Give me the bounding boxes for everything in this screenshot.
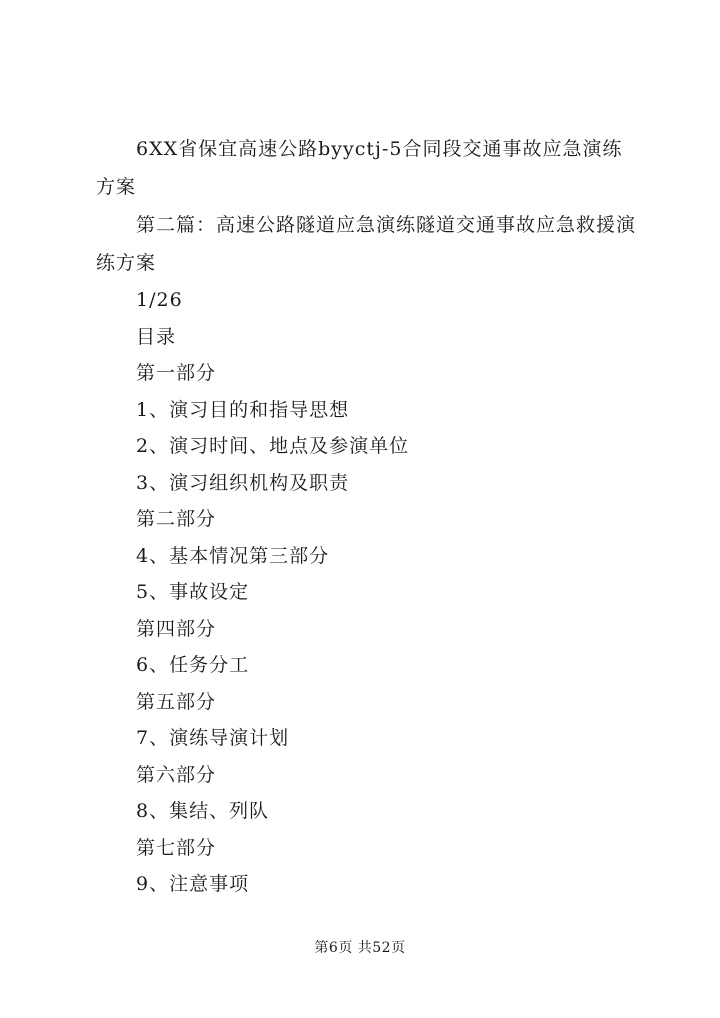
toc-item-3: 3、演习组织机构及职责 (136, 471, 350, 494)
toc-item-6: 6、任务分工 (136, 654, 250, 676)
toc-part-5: 第五部分 (136, 690, 217, 713)
toc-heading: 目录 (136, 325, 177, 348)
toc-item-5: 5、事故设定 (136, 581, 250, 603)
toc-item-8: 8、集结、列队 (136, 800, 270, 822)
paragraph-title-1: 6XX省保宜高速公路byyctj-5合同段交通事故应急演练方案 (96, 138, 623, 198)
document-body (96, 130, 636, 903)
toc-item-2: 2、演习时间、地点及参演单位 (136, 435, 410, 457)
toc-part-7: 第七部分 (136, 836, 217, 859)
toc-item-9: 9、注意事项 (136, 873, 250, 895)
toc-item-7: 7、演练导演计划 (136, 727, 290, 749)
toc-item-1: 1、演习目的和指导思想 (136, 398, 350, 421)
toc-part-4: 第四部分 (136, 617, 217, 640)
toc-part-2: 第二部分 (136, 508, 217, 530)
toc-item-4: 4、基本情况第三部分 (136, 544, 330, 567)
paragraph-title-2: 第二篇：高速公路隧道应急演练隧道交通事故应急救援演练方案 (96, 214, 637, 274)
toc-part-1: 第一部分 (136, 362, 217, 384)
page-footer: 第6页 共52页 (314, 940, 406, 956)
toc-part-6: 第六部分 (136, 763, 217, 786)
page-fraction: 1/26 (136, 289, 183, 311)
